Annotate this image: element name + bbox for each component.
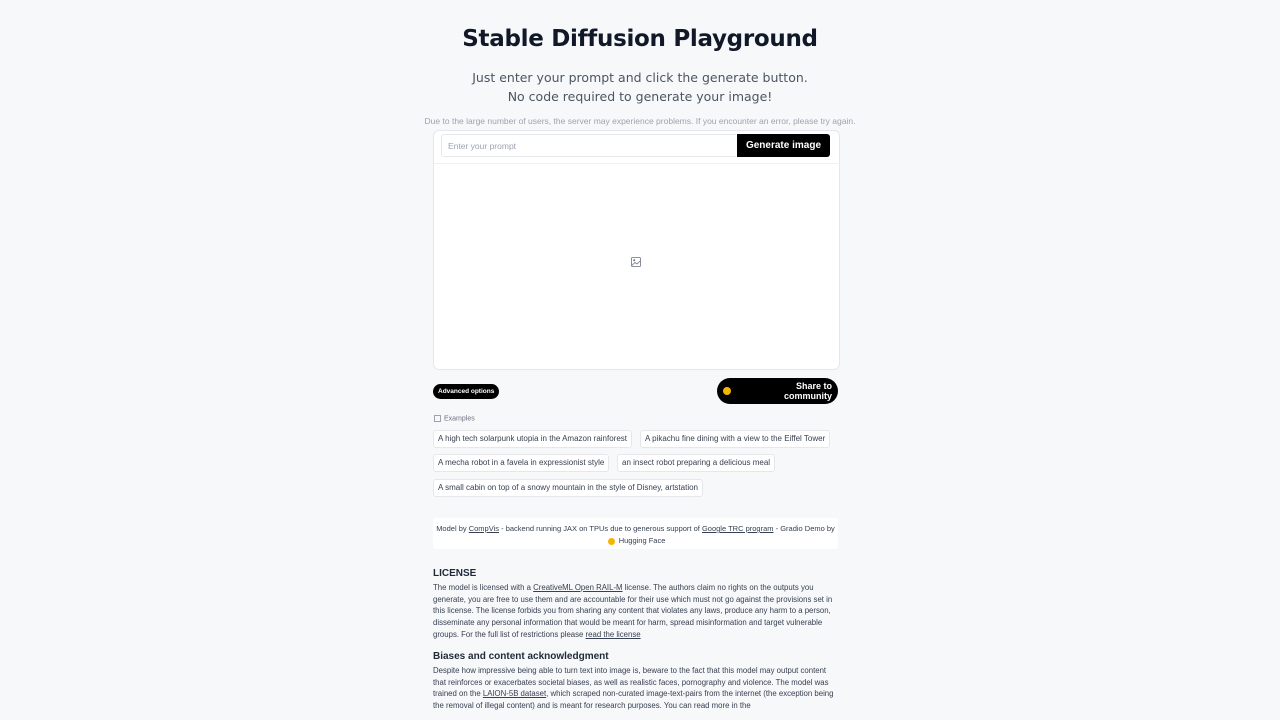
laion-dataset-link[interactable]: LAION-5B dataset: [482, 689, 547, 699]
generation-panel: [433, 130, 840, 370]
example-item[interactable]: A mecha robot in a favela in expressionist style: [433, 454, 609, 472]
biases-text-part: , which scraped non-curated image-text-pairs from the internet (the exception being the removal of illegal content) and is meant for research purposes. You can read more in the: [433, 689, 834, 711]
license-text-part: The model is licensed with a: [433, 583, 531, 592]
license-text-part: license. The authors claim no rights on the outputs you generate, you are free to use them and are accountable for their use which must not go against the provisions set in this license. The license forbids you from sharing any content that violates any laws, produce any harm to a person, disseminate any personal information that would be meant for harm, spread misinformation and target vulnerable groups. For the full list of restrictions please: [433, 583, 833, 639]
server-notice: Due to the large number of users, the server may experience problems. If you encounter an error, please try again.: [424, 116, 856, 126]
biases-text: [433, 665, 838, 712]
example-item[interactable]: an insect robot preparing a delicious meal: [617, 454, 775, 472]
license-heading: LICENSE: [433, 568, 477, 579]
prompt-input[interactable]: [441, 134, 736, 157]
generate-image-button[interactable]: Generate image: [737, 134, 830, 157]
google-trc-link[interactable]: Google TRC program: [701, 524, 774, 533]
read-license-link[interactable]: read the license: [585, 629, 641, 639]
compvis-link[interactable]: CompVis: [468, 524, 500, 533]
biases-text-part: Despite how impressive being able to turn text into image is, beware to the fact that this model may output content that reinforces or exacerbates societal biases, as well as realistic faces, pornography and violence. The model was trained on the: [433, 666, 829, 699]
hugging-face-text: Hugging Face: [618, 536, 666, 545]
image-icon: [631, 257, 641, 267]
example-item[interactable]: A small cabin on top of a snowy mountain in the style of Disney, artstation: [433, 479, 703, 497]
example-item[interactable]: A high tech solarpunk utopia in the Amazon rainforest: [433, 430, 632, 448]
share-button-label: Share to community: [783, 381, 832, 401]
table-icon: [434, 415, 441, 422]
credits-text: Model by: [436, 524, 467, 533]
examples-header: [434, 415, 475, 422]
subtitle-line-1: Just enter your prompt and click the generate button.: [472, 70, 808, 85]
biases-heading: Biases and content acknowledgment: [433, 651, 609, 662]
subtitle-line-2: No code required to generate your image!: [507, 89, 773, 104]
panel-divider: [434, 163, 838, 164]
credits-text: - backend running JAX on TPUs due to generous support of: [501, 524, 700, 533]
creativeml-license-link[interactable]: CreativeML Open RAIL-M: [533, 583, 623, 592]
examples-label: Examples: [444, 415, 475, 423]
advanced-options-button[interactable]: Advanced options: [433, 384, 499, 399]
credits-text: - Gradio Demo by: [775, 524, 835, 533]
hugging-face-icon: [723, 387, 731, 395]
license-text: [433, 582, 838, 641]
share-to-community-button[interactable]: [717, 378, 838, 404]
credits-footer: [433, 518, 838, 549]
example-item[interactable]: A pikachu fine dining with a view to the Eiffel Tower: [640, 430, 830, 448]
hugging-face-icon: [608, 538, 615, 545]
page-title: Stable Diffusion Playground: [462, 26, 818, 52]
